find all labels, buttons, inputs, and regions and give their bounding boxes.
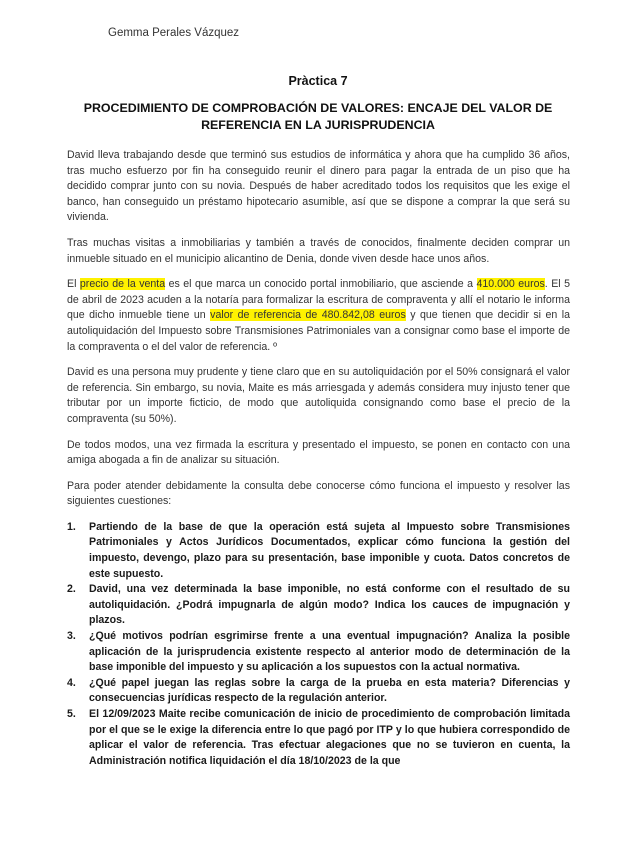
question-item [67, 582, 570, 629]
paragraph-decision: David es una persona muy prudente y tiene claro que en su autoliquidación por el 50% consignará el valor de referencia. Sin embargo, su novia, Maite es más arriesgada y además considera muy injusto tener que tributar por un importe ficticio, de modo que autoliquida consignando como base el precio de la compraventa (su 50%). [67, 366, 570, 425]
question-text: David, una vez determinada la base imponible, no está conforme con el resultado de su autoliquidación. ¿Podrá impugnarla de algún modo? Indica los cauces de impugnación y plazos. [89, 583, 570, 627]
price-text-1: El [67, 278, 80, 291]
question-number: 4. [67, 676, 76, 689]
price-text-3: . El 5 de abril de 2023 acuden a la notaría para formalizar la escritura de compraventa y allí el notario le informa que dicho inmueble tiene un [67, 278, 570, 322]
question-number: 1. [67, 520, 76, 533]
question-item [67, 707, 570, 769]
page-subtitle: PROCEDIMIENTO DE COMPROBACIÓN DE VALORES: ENCAJE DEL VALOR DE REFERENCIA EN LA JURISPRUDENCIA [83, 101, 553, 132]
price-text-4: y que tienen que decidir si en la autoliquidación del Impuesto sobre Transmisiones Patrimoniales van a consignar como base el importe de la compraventa o el del valor de referencia. º [67, 309, 571, 353]
author-name: Gemma Perales Vázquez [108, 27, 240, 39]
highlight-price-amount: 410.000 euros [476, 278, 545, 291]
paragraph-intro: David lleva trabajando desde que terminó sus estudios de informática y ahora que ha cumplido 36 años, tras mucho esfuerzo por fin ha conseguido reunir el dinero para pagar la entrada de un piso que ha decidido comprar junto con su novia. Después de haber acreditado todos los requisitos que les exige el banco, han conseguido un préstamo hipotecario asumible, así que se dispone a comprar la que será su vivienda. [67, 149, 570, 224]
question-item [67, 629, 570, 676]
paragraph-lawyer: De todos modos, una vez firmada la escritura y presentado el impuesto, se ponen en contacto con una amiga abogada a fin de analizar su situación. [67, 438, 570, 467]
question-text: El 12/09/2023 Maite recibe comunicación de inicio de procedimiento de comprobación limitada por el que se le exige la diferencia entre lo que pagó por ITP y lo que hubiera correspondido de aplicar el valor de referencia. Tras efectuar alegaciones que no se tuvieron en cuenta, la Administración notifica liquidación el día 18/10/2023 de la que [89, 708, 570, 767]
highlight-reference-value: valor de referencia de 480.842,08 euros [210, 309, 406, 322]
paragraph-price [67, 277, 570, 355]
question-item [67, 676, 570, 707]
price-text-2: es el que marca un conocido portal inmobiliario, que asciende a [165, 278, 477, 291]
question-number: 3. [67, 630, 76, 643]
page-title: Pràctica 7 [288, 74, 348, 88]
question-item [67, 520, 570, 582]
question-text: ¿Qué papel juegan las reglas sobre la carga de la prueba en esta materia? Diferencias y consecuencias jurídicas respecto de la regulación anterior. [89, 676, 570, 705]
question-number: 2. [67, 583, 76, 596]
questions-list [67, 520, 570, 770]
question-text: ¿Qué motivos podrían esgrimirse frente a una eventual impugnación? Analiza la posible aplicación de la jurisprudencia existente respecto al anterior modo de determinación de la base imponible del impuesto y su aplicación a los supuestos con la actual normativa. [89, 630, 570, 674]
question-text: Partiendo de la base de que la operación está sujeta al Impuesto sobre Transmisiones Patrimoniales y Actos Jurídicos Documentados, explicar cómo funciona la gestión del impuesto, devengo, plazo para su presentación, base imponible y cuota. Datos concretos de este supuesto. [89, 520, 570, 580]
question-number: 5. [67, 708, 76, 720]
highlight-sale-price: precio de la venta [79, 278, 166, 291]
paragraph-property: Tras muchas visitas a inmobiliarias y también a través de conocidos, finalmente deciden comprar un inmueble situado en el municipio alicantino de Denia, donde viven desde hace unos años. [67, 236, 570, 265]
document-body [67, 148, 570, 769]
paragraph-questions-intro: Para poder atender debidamente la consulta debe conocerse cómo funciona el impuesto y resolver las siguientes cuestiones: [67, 479, 570, 508]
